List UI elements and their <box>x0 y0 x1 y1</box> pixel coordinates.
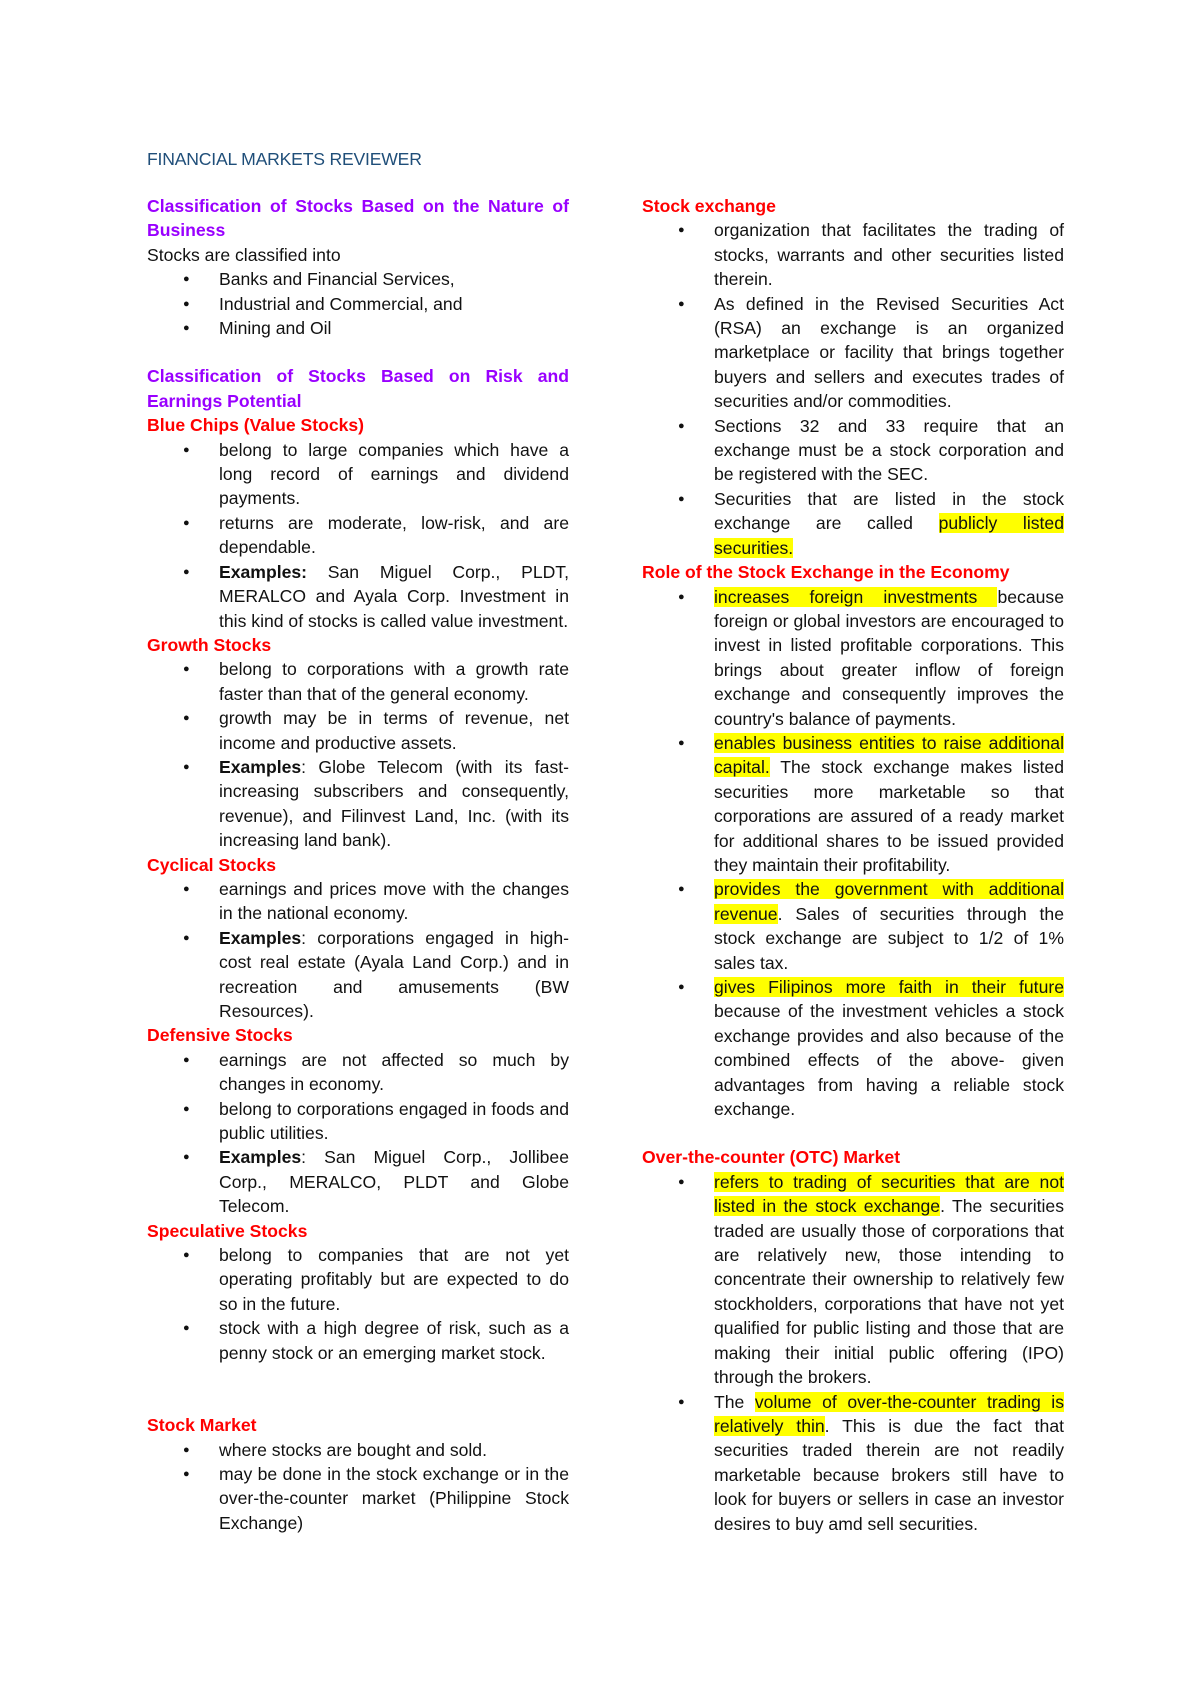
list-item: ● organization that facilitates the trading of stocks, warrants and other securities listed therein. <box>642 218 1064 291</box>
stock-exchange-list <box>642 218 1064 560</box>
list-item: ● belong to large companies which have a long record of earnings and dividend payments. <box>147 438 569 511</box>
list-item <box>642 1390 1064 1536</box>
heading-stock-exchange: Stock exchange <box>642 196 776 216</box>
item-text: The <box>714 1391 755 1412</box>
list-item <box>642 731 1064 877</box>
stock-market-list <box>147 1438 569 1536</box>
document-title: FINANCIAL MARKETS REVIEWER <box>147 149 422 169</box>
list-item <box>147 560 569 633</box>
heading-defensive-stocks: Defensive Stocks <box>147 1025 293 1046</box>
list-item: ● earnings are not affected so much by changes in economy. <box>147 1048 569 1097</box>
heading-risk-earnings: Classification of Stocks Based on Risk and Earnings Potential <box>147 366 569 411</box>
list-item <box>147 755 569 853</box>
heading-speculative-stocks: Speculative Stocks <box>147 1220 308 1241</box>
highlighted-text: refers to trading of securities that are not listed in the stock exchange <box>714 1171 1064 1217</box>
list-item: ● Banks and Financial Services, <box>147 267 569 291</box>
item-text: because foreign or global investors are encouraged to invest in listed profitable corporations. This brings about greater inflow of foreign exchange and consequently improves the country's balance of payments. <box>714 586 1064 729</box>
item-text: because of the investment vehicles a stock exchange provides and also because of the combined effects of the above- given advantages from having a reliable stock exchange. <box>714 1001 1064 1120</box>
left-column <box>147 194 569 1535</box>
list-item: ● where stocks are bought and sold. <box>147 1438 569 1462</box>
examples-label: Examples <box>219 756 302 777</box>
list-item: ● belong to corporations with a growth rate faster than that of the general economy. <box>147 657 569 706</box>
examples-text: : Globe Telecom (with its fast-increasing subscribers and consequently, revenue), and Filinvest Land, Inc. (with its increasing land bank). <box>219 756 569 851</box>
list-item: ● returns are moderate, low-risk, and are dependable. <box>147 511 569 560</box>
list-item: ● Sections 32 and 33 require that an exchange must be a stock corporation and be registered with the SEC. <box>642 414 1064 487</box>
item-text: . This is due the fact that securities traded therein are not readily marketable because brokers still have to look for buyers or sellers in case an investor desires to buy amd sell securities. <box>714 1415 1064 1534</box>
highlighted-text: enables business entities to raise additional capital. <box>714 732 1064 778</box>
heading-blue-chips: Blue Chips (Value Stocks) <box>147 415 365 436</box>
nature-intro: Stocks are classified into <box>147 244 341 265</box>
defensive-list <box>147 1048 569 1219</box>
highlighted-text: increases foreign investments <box>714 586 998 607</box>
examples-text: : San Miguel Corp., Jollibee Corp., MERALCO, PLDT and Globe Telecom. <box>219 1147 569 1217</box>
list-item <box>642 585 1064 731</box>
list-item <box>147 1145 569 1218</box>
list-item: ● stock with a high degree of risk, such as a penny stock or an emerging market stock. <box>147 1316 569 1365</box>
list-item: ● belong to corporations engaged in foods and public utilities. <box>147 1097 569 1146</box>
list-item: ● belong to companies that are not yet operating profitably but are expected to do so in the future. <box>147 1243 569 1316</box>
highlighted-text: gives Filipinos more faith in their future <box>714 977 1064 997</box>
role-list <box>642 585 1064 1122</box>
examples-label: Examples <box>219 927 302 948</box>
item-text: . The securities traded are usually those of corporations that are relatively new, those intending to concentrate their ownership to relatively few stockholders, corporations that have not yet qualified for public listing and those that are making their initial public offering (IPO) through the brokers. <box>714 1196 1064 1388</box>
heading-otc-market: Over-the-counter (OTC) Market <box>642 1147 901 1168</box>
list-item: ● growth may be in terms of revenue, net income and productive assets. <box>147 706 569 755</box>
heading-nature-of-business: Classification of Stocks Based on the Nature of Business <box>147 196 569 241</box>
heading-role-of-exchange: Role of the Stock Exchange in the Economy <box>642 562 1010 583</box>
heading-stock-market: Stock Market <box>147 1415 257 1436</box>
examples-text: San Miguel Corp., PLDT, MERALCO and Ayala Corp. Investment in this kind of stocks is called value investment. <box>219 561 569 631</box>
speculative-list <box>147 1243 569 1365</box>
cyclical-list <box>147 877 569 1023</box>
nature-list <box>147 267 569 340</box>
list-item: ● Industrial and Commercial, and <box>147 292 569 316</box>
right-column <box>642 194 1064 1536</box>
list-item: ● earnings and prices move with the changes in the national economy. <box>147 877 569 926</box>
blue-chips-list <box>147 438 569 633</box>
highlighted-text: publicly listed securities. <box>714 513 1064 558</box>
otc-list <box>642 1170 1064 1536</box>
list-item <box>642 487 1064 560</box>
item-text: Securities that are listed in the stock exchange are called <box>714 488 1064 534</box>
list-item: ● As defined in the Revised Securities Act (RSA) an exchange is an organized marketplace or facility that brings together buyers and sellers and executes trades of securities and/or commodities. <box>642 292 1064 414</box>
examples-label: Examples: <box>219 561 308 582</box>
examples-text: : corporations engaged in high-cost real estate (Ayala Land Corp.) and in recreation and amusements (BW Resources). <box>219 927 569 1021</box>
heading-growth-stocks: Growth Stocks <box>147 634 272 655</box>
item-text: The stock exchange makes listed securities more marketable so that corporations are assured of a ready market for additional shares to be issued provided they maintain their profitability. <box>714 757 1064 875</box>
list-item: ● may be done in the stock exchange or in the over-the-counter market (Philippine Stock Exchange) <box>147 1462 569 1535</box>
item-text: . Sales of securities through the stock exchange are subject to 1/2 of 1% sales tax. <box>714 903 1064 973</box>
list-item <box>642 975 1064 1121</box>
list-item <box>147 926 569 1024</box>
list-item <box>642 1170 1064 1390</box>
list-item <box>642 877 1064 975</box>
list-item: ● Mining and Oil <box>147 316 569 340</box>
highlighted-text: provides the government with additional revenue <box>714 879 1064 924</box>
examples-label: Examples <box>219 1147 302 1168</box>
growth-list <box>147 657 569 852</box>
heading-cyclical-stocks: Cyclical Stocks <box>147 854 277 875</box>
highlighted-text: volume of over-the-counter trading is relatively thin <box>714 1391 1064 1436</box>
